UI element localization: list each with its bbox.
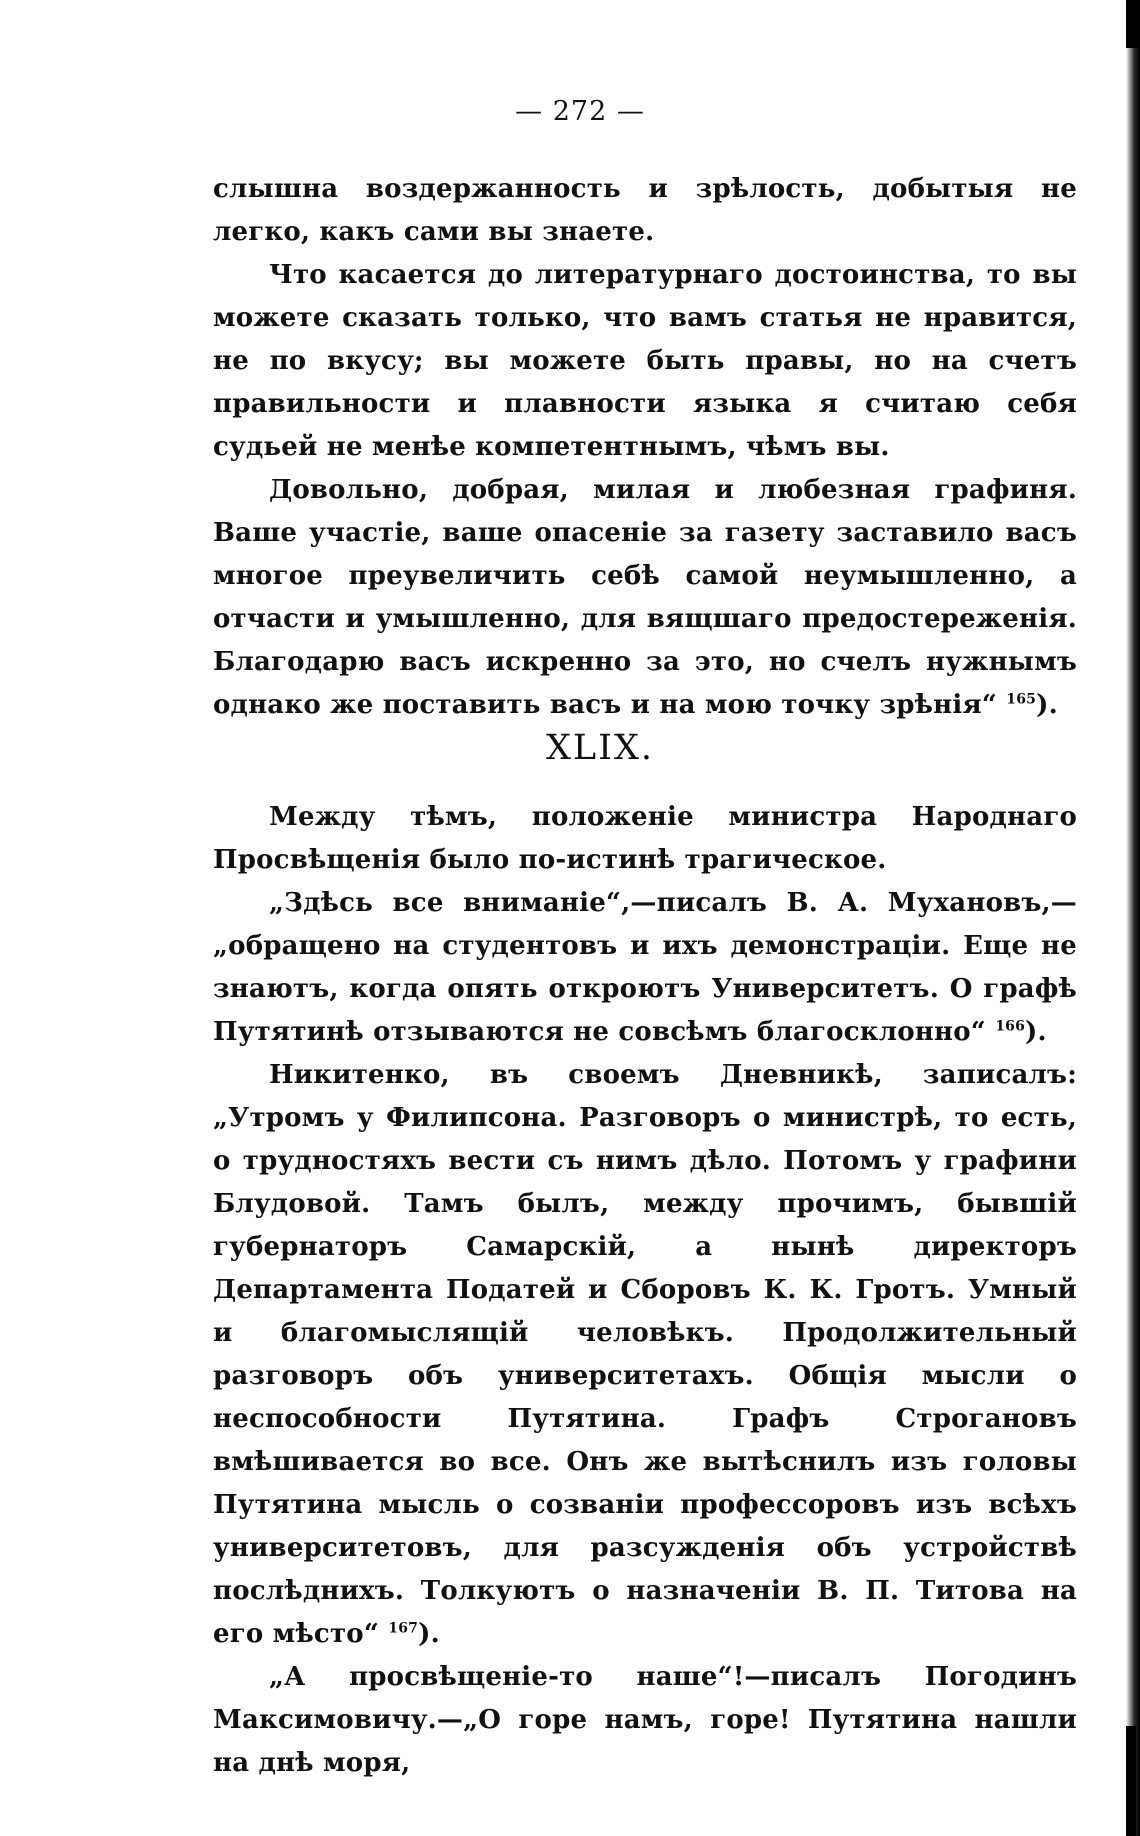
page-number: — 272 — bbox=[515, 96, 645, 127]
paragraph-text: Никитенко, въ своемъ Дневникѣ, записалъ: „Утромъ у Филипсона. Разговоръ о министрѣ, то есть, о трудностяхъ вести съ нимъ дѣло. Потомъ у графини Блудовой. Тамъ былъ, между прочимъ, бывшій губернаторъ Самарскій, а нынѣ директоръ Департамента Податей и Сборовъ К. К. Гротъ. Умный и благомыслящій человѣкъ. Продолжительный разговоръ объ университетахъ. Общія мысли о неспособности Путятина. Графъ Строгановъ вмѣшивается во все. Онъ же вытѣснилъ изъ головы Путятина мысль о созваніи профессоровъ изъ всѣхъ университетовъ, для разсужденія объ устройствѣ послѣднихъ. Толкуютъ о назначеніи В. П. Титова на его мѣсто“ bbox=[213, 1060, 1077, 1649]
paragraph bbox=[213, 469, 1077, 727]
page-edge-bottom bbox=[1126, 1726, 1136, 1836]
paragraph-end: ). bbox=[418, 1619, 440, 1649]
page-edge-top bbox=[1126, 0, 1140, 48]
paragraph bbox=[213, 1054, 1077, 1656]
footnote-ref: 165 bbox=[1006, 691, 1037, 708]
footnote-ref: 167 bbox=[388, 1620, 419, 1637]
footnote-ref: 166 bbox=[995, 1018, 1026, 1035]
paragraph bbox=[213, 882, 1077, 1054]
paragraph-end: ). bbox=[1036, 690, 1058, 720]
paragraph-end: ). bbox=[1025, 1017, 1047, 1047]
paragraph-continuation: слышна воздержанность и зрѣлость, добытыя не легко, какъ сами вы знаете. bbox=[213, 174, 1077, 247]
paragraph-text: Довольно, добрая, милая и любезная графиня. Ваше участіе, ваше опасеніе за газету заставило васъ многое преувеличить себѣ самой неумышленно, а отчасти и умышленно, для вящшаго предостереженія. Благодарю васъ искренно за это, но счелъ нужнымъ однако же поставить васъ и на мою точку зрѣнія“ bbox=[213, 475, 1077, 720]
chapter-heading: XLIX. bbox=[545, 728, 655, 768]
paragraph: „А просвѣщеніе-то наше“!—писалъ Погодинъ Максимовичу.—„О горе намъ, горе! Путятина нашли на днѣ моря, bbox=[213, 1662, 1077, 1778]
paragraph-text: „Здѣсь все вниманіе“,—писалъ В. А. Мухановъ,—„обращено на студентовъ и ихъ демонстраціи. Еще не знаютъ, когда опять откроютъ Университетъ. О графѣ Путятинѣ отзываются не совсѣмъ благосклонно“ bbox=[213, 888, 1077, 1047]
paragraph: Между тѣмъ, положеніе министра Народнаго Просвѣщенія было по-истинѣ трагическое. bbox=[213, 802, 1077, 875]
paragraph: Что касается до литературнаго достоинства, то вы можете сказать только, что вамъ статья не нравится, не по вкусу; вы можете быть правы, но на счетъ правильности и плавности языка я считаю себя судьей не менѣе компетентнымъ, чѣмъ вы. bbox=[213, 260, 1077, 462]
text-block-bottom bbox=[213, 796, 1077, 1785]
page-edge-shadow bbox=[1126, 0, 1140, 1836]
text-block-top bbox=[213, 168, 1077, 727]
